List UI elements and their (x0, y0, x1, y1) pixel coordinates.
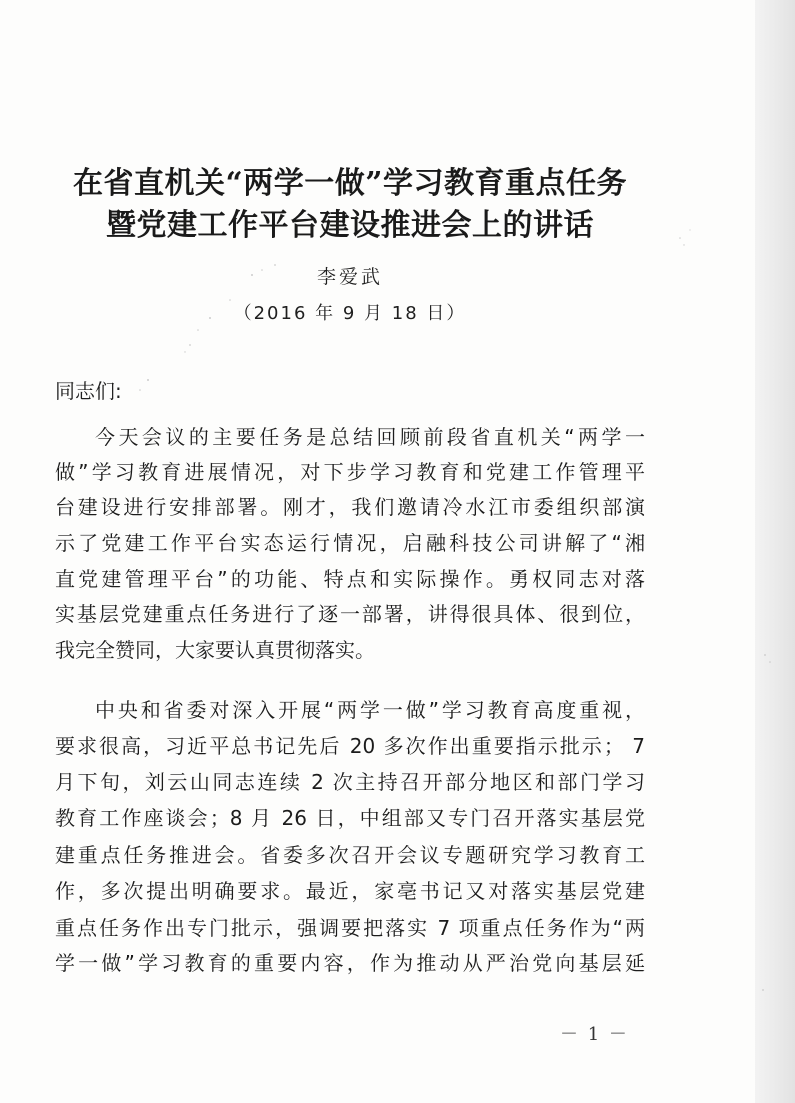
paragraph-1-line: 我完全赞同，大家要认真贯彻落实。 (55, 638, 375, 662)
author-name: 李爱武 (316, 266, 383, 288)
paragraph-1-line: 直党建管理平台”的功能、特点和实际操作。勇权同志对落 (55, 567, 645, 591)
paragraph-1-line: 做”学习教育进展情况，对下步学习教育和党建工作管理平 (55, 460, 645, 484)
page-number: － 1 － (560, 1024, 629, 1045)
paragraph-2-line: 中央和省委对深入开展“两学一做”学习教育高度重视， (95, 698, 645, 722)
paragraph-1-line: 台建设进行安排部署。刚才，我们邀请冷水江市委组织部演 (55, 495, 645, 519)
salutation: 同志们: (55, 379, 122, 403)
paragraph-2-line: 月下旬，刘云山同志连续 2 次主持召开部分地区和部门学习 (55, 770, 645, 794)
paragraph-1-line: 示了党建工作平台实态运行情况，启融科技公司讲解了“湘 (55, 531, 645, 555)
speech-title-line-2: 暨党建工作平台建设推进会上的讲话 (106, 208, 594, 243)
speech-date: （2016 年 9 月 18 日） (233, 303, 467, 324)
speech-title-line-1: 在省直机关“两学一做”学习教育重点任务 (72, 166, 627, 201)
paragraph-2-line: 要求很高，习近平总书记先后 20 多次作出重要指示批示； 7 (55, 734, 645, 758)
paragraph-1-line: 实基层党建重点任务进行了逐一部署，讲得很具体、很到位， (55, 602, 645, 626)
paragraph-2-line: 学一做”学习教育的重要内容，作为推动从严治党向基层延 (55, 951, 645, 975)
paragraph-2-line: 教育工作座谈会；8 月 26 日，中组部又专门召开落实基层党 (55, 806, 645, 830)
paragraph-1-line: 今天会议的主要任务是总结回顾前段省直机关“两学一 (95, 425, 645, 449)
paragraph-2-line: 重点任务作出专门批示，强调要把落实 7 项重点任务作为“两 (55, 916, 645, 940)
paragraph-2-line: 建重点任务推进会。省委多次召开会议专题研究学习教育工 (55, 843, 645, 867)
paragraph-2-line: 作，多次提出明确要求。最近，家亳书记又对落实基层党建 (55, 879, 645, 903)
